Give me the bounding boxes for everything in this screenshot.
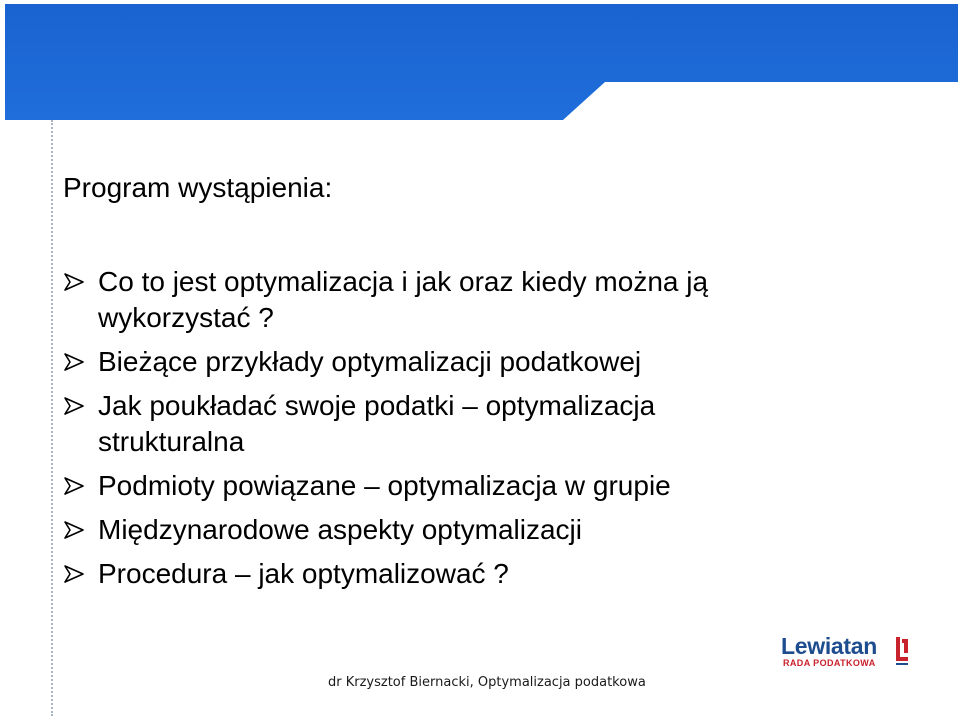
logo-name: Lewiatan [781, 633, 878, 659]
arrowhead-bullet-icon [63, 344, 98, 380]
list-item-line-1: Procedura – jak optymalizować ? [98, 558, 509, 589]
lewiatan-logo [781, 633, 911, 673]
list-item-text [98, 388, 883, 460]
list-item [63, 264, 883, 336]
dotted-guide-line [51, 120, 53, 716]
list-item-text [98, 344, 883, 380]
agenda-list [63, 264, 883, 600]
list-item-text [98, 468, 883, 504]
list-item-line-2: strukturalna [98, 426, 245, 457]
arrowhead-bullet-icon [63, 468, 98, 504]
list-item-text [98, 512, 883, 548]
list-item [63, 556, 883, 592]
list-item-text [98, 264, 883, 336]
logo-subtitle: RADA PODATKOWA [783, 658, 876, 668]
arrowhead-bullet-icon [63, 556, 98, 592]
list-item-line-1: Bieżące przykłady optymalizacji podatkowej [98, 346, 642, 377]
logo-mark-icon [893, 635, 911, 672]
arrowhead-bullet-icon [63, 512, 98, 548]
arrowhead-bullet-icon [63, 264, 98, 300]
list-item-line-1: Co to jest optymalizacja i jak oraz kiedy można ją [98, 266, 709, 297]
list-item-line-1: Podmioty powiązane – optymalizacja w grupie [98, 470, 671, 501]
arrowhead-bullet-icon [63, 388, 98, 424]
list-item [63, 512, 883, 548]
list-item-line-1: Jak poukładać swoje podatki – optymalizacja [98, 390, 656, 421]
list-item [63, 344, 883, 380]
list-item-text [98, 556, 883, 592]
footer-text: dr Krzysztof Biernacki, Optymalizacja podatkowa [328, 675, 646, 690]
slide-title: Program wystąpienia: [63, 172, 333, 203]
list-item [63, 388, 883, 460]
list-item-line-1: Międzynarodowe aspekty optymalizacji [98, 514, 582, 545]
list-item-line-2: wykorzystać ? [98, 302, 274, 333]
list-item [63, 468, 883, 504]
header-banner [5, 4, 958, 120]
